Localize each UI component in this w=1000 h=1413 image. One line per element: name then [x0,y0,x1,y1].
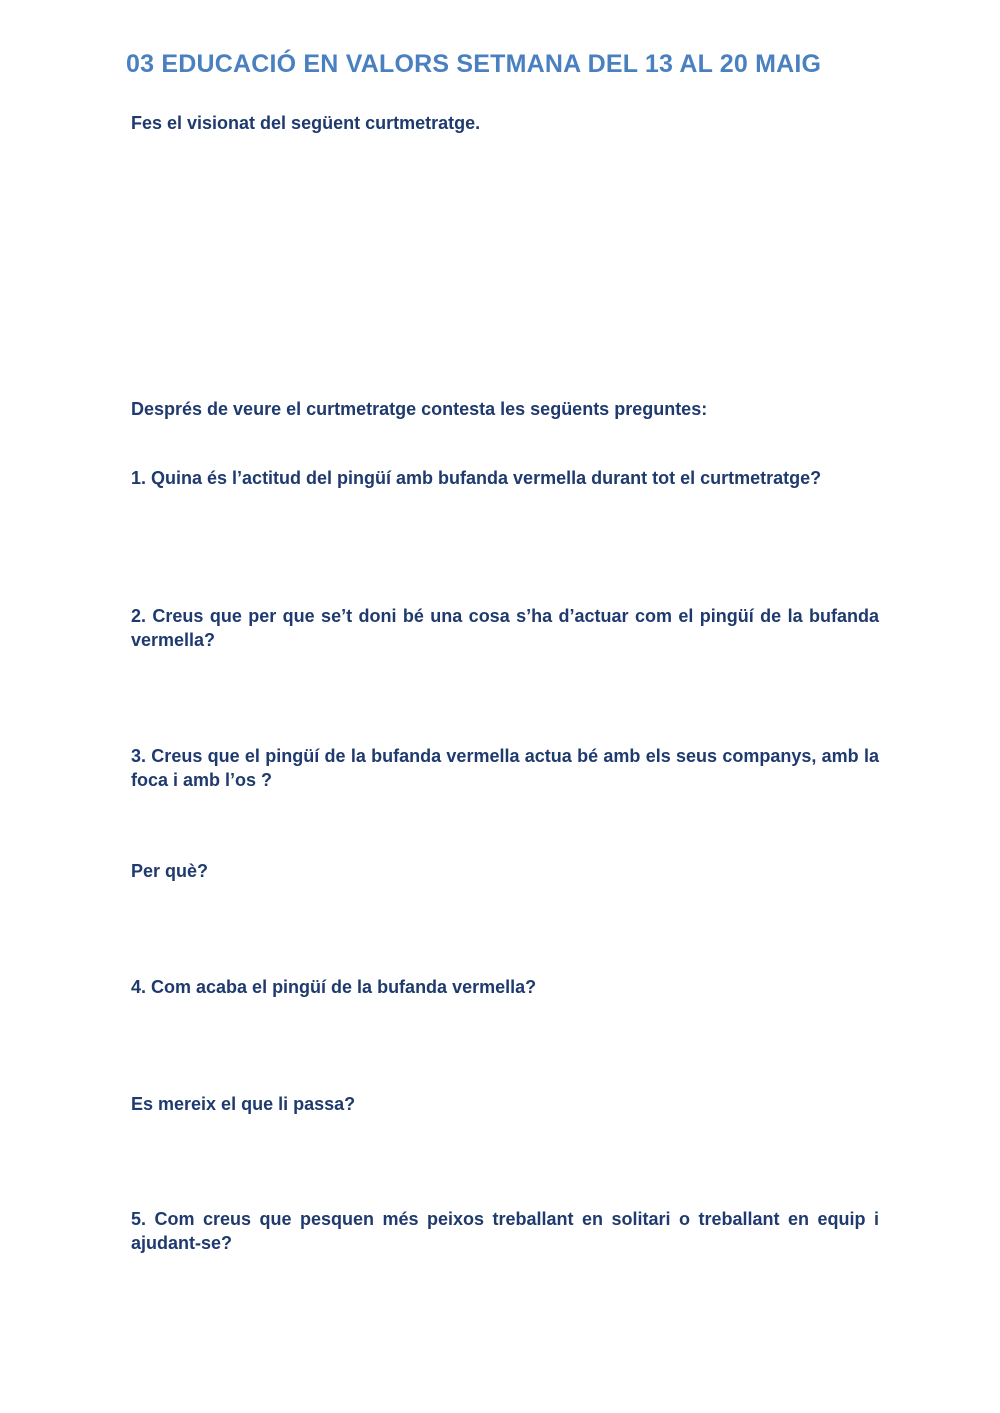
question-2: 2. Creus que per que se’t doni bé una cosa s’ha d’actuar com el pingüí de la bufanda vermella? [131,606,879,650]
question-5: 5. Com creus que pesquen més peixos treballant en solitari o treballant en equip i ajudant-se? [131,1209,879,1253]
question-4: 4. Com acaba el pingüí de la bufanda vermella? [131,977,537,997]
question-3: 3. Creus que el pingüí de la bufanda vermella actua bé amb els seus companys, amb la foca i amb l’os ? [131,746,879,790]
instructions-text: Després de veure el curtmetratge contesta les següents preguntes: [131,399,708,419]
question-3-followup: Per què? [131,861,209,881]
question-1: 1. Quina és l’actitud del pingüí amb bufanda vermella durant tot el curtmetratge? [131,468,822,488]
intro-text: Fes el visionat del següent curtmetratge. [131,113,481,133]
page-title: 03 EDUCACIÓ EN VALORS SETMANA DEL 13 AL 20 MAIG [126,50,822,78]
video-placeholder[interactable] [131,150,879,380]
question-4-followup: Es mereix el que li passa? [131,1094,356,1114]
